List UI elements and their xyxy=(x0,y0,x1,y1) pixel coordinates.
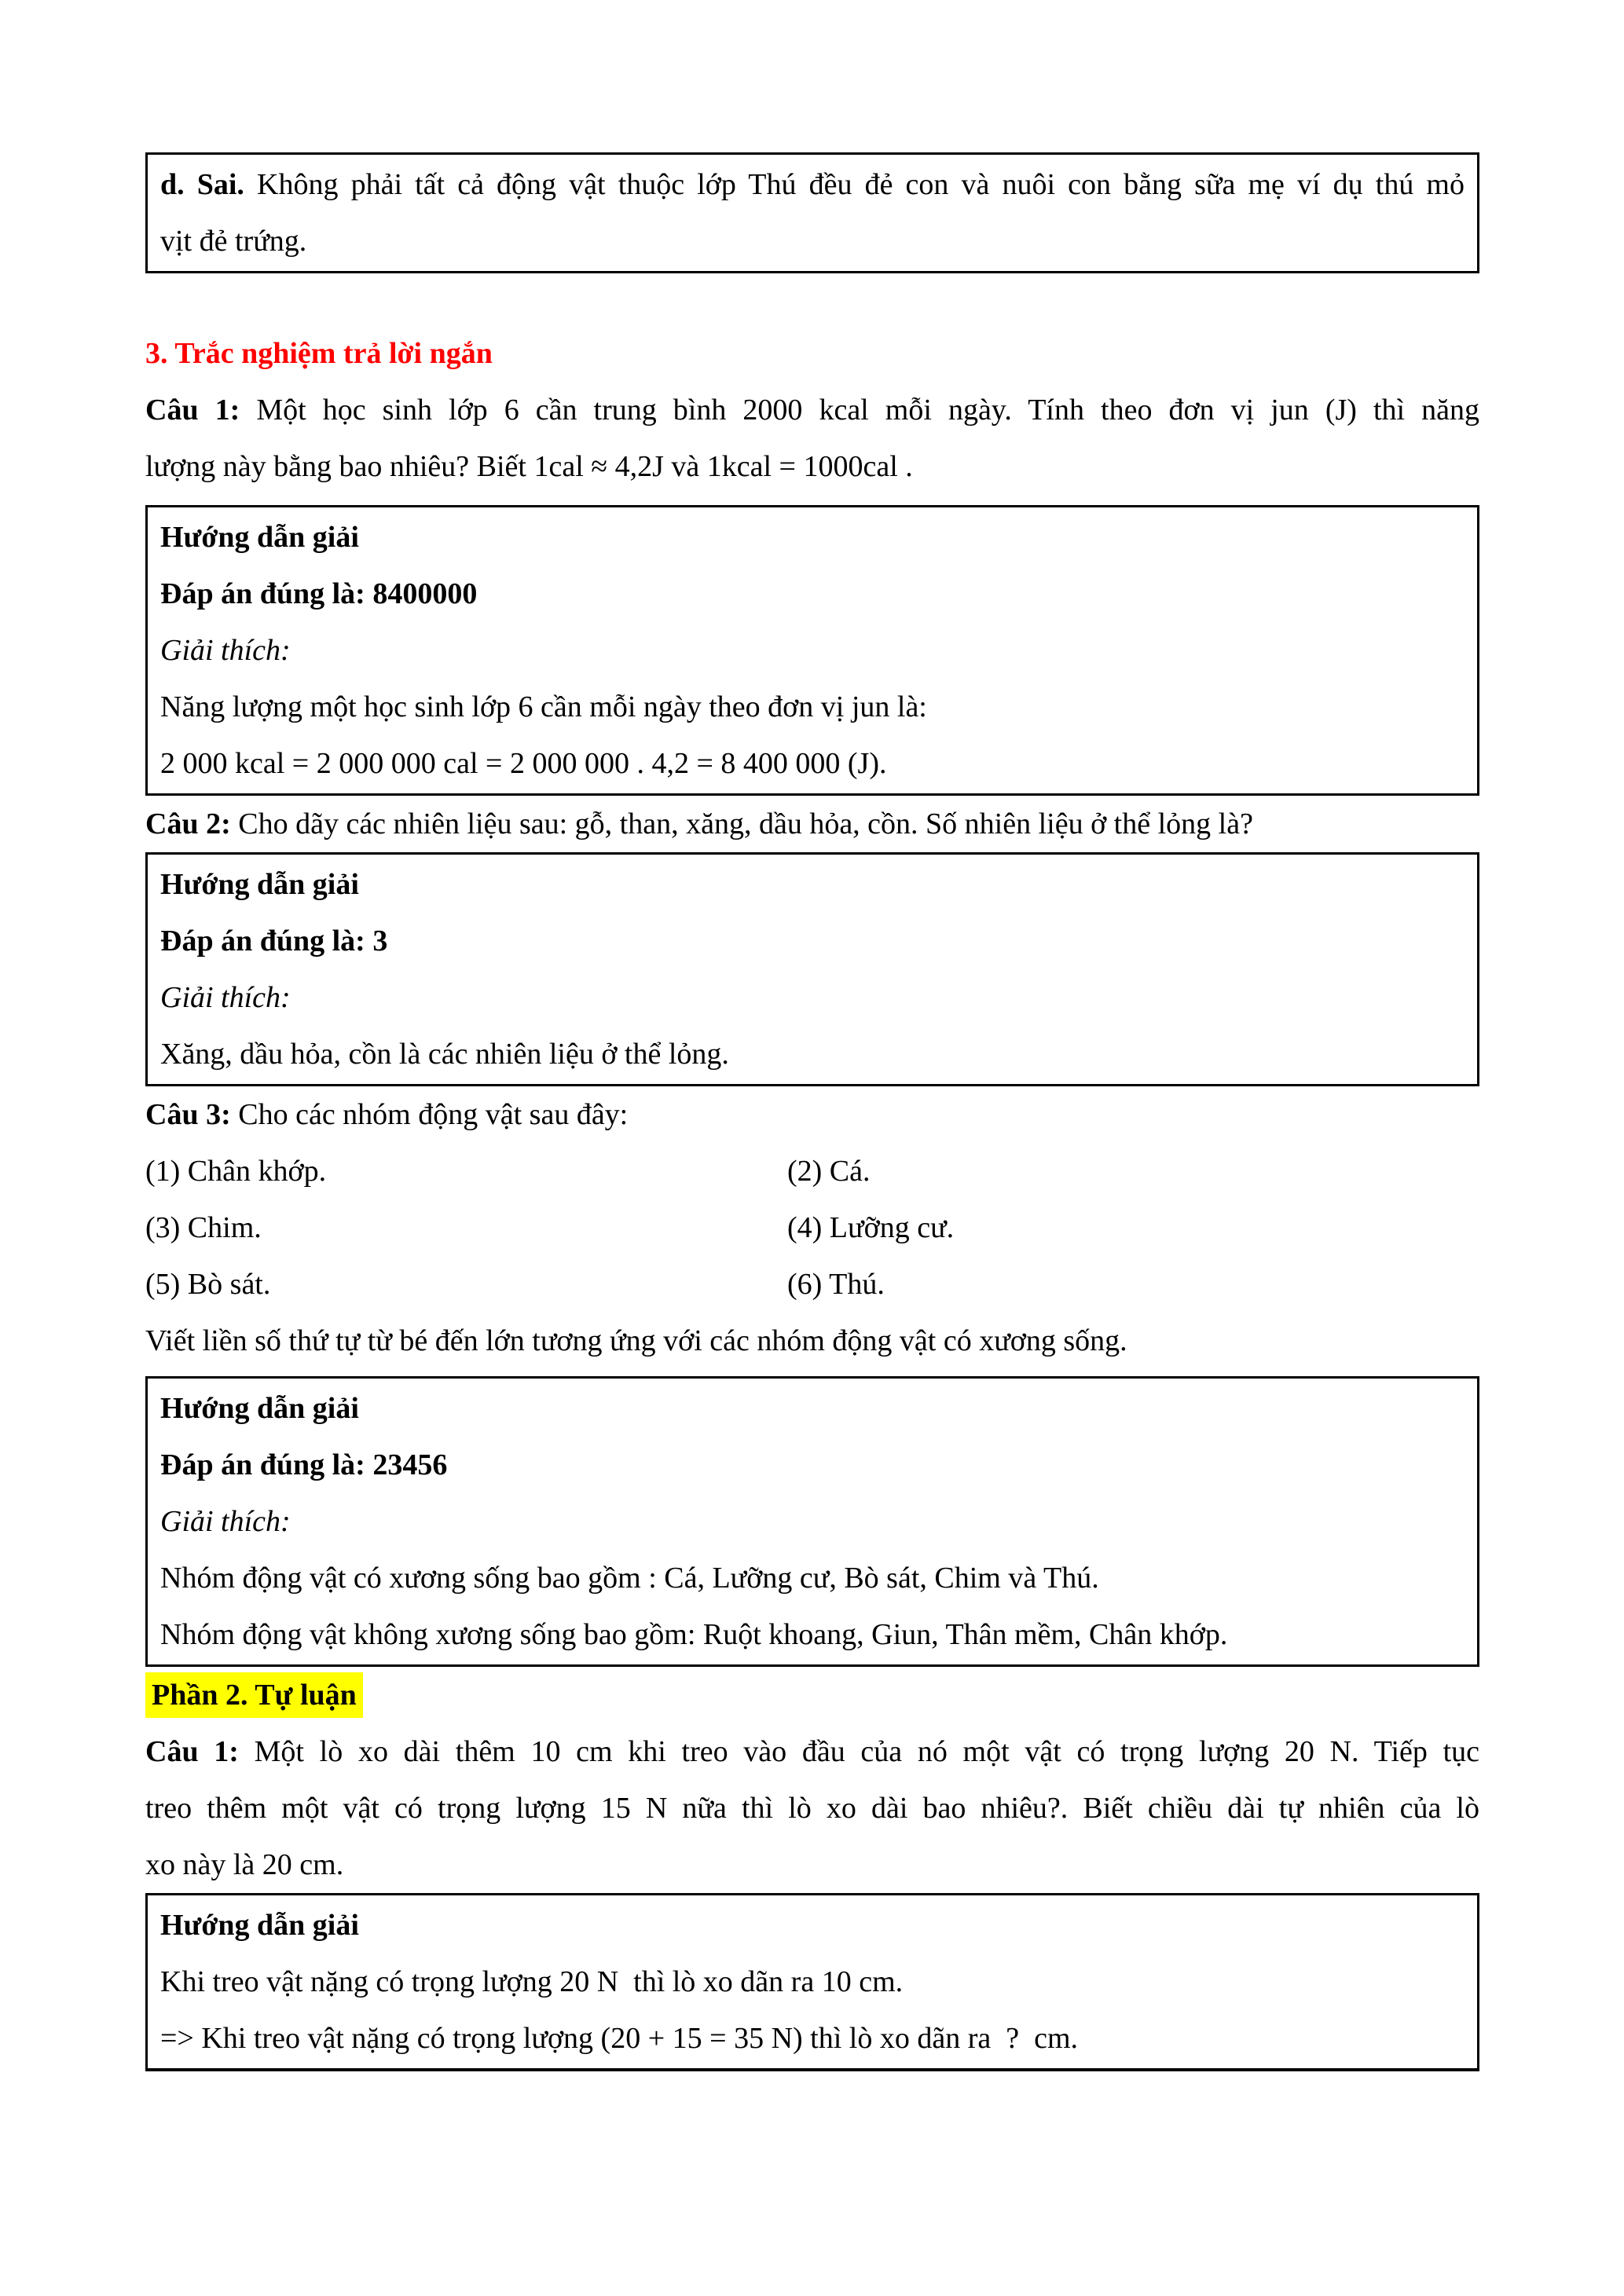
solution-answer: Đáp án đúng là: 3 xyxy=(160,925,388,958)
solution-title: Hướng dẫn giải xyxy=(160,521,359,554)
question-1-line1 xyxy=(145,382,1479,438)
list-item: (6) Thú. xyxy=(787,1268,885,1301)
solution-box-q2 xyxy=(145,852,1479,1086)
question-2 xyxy=(145,796,1479,852)
solution-line: Khi treo vật nặng có trọng lượng 20 N thì lò xo dãn ra 10 cm. xyxy=(160,1965,904,1998)
answer-d-line1 xyxy=(160,156,1465,213)
solution-title: Hướng dẫn giải xyxy=(160,1909,359,1942)
question-2-label: Câu 2: xyxy=(145,807,231,840)
part-2-question-1-text: Một lò xo dài thêm 10 cm khi treo vào đầu của nó một vật có trọng lượng 20 N. Tiếp tục xyxy=(238,1735,1479,1768)
list-item: (2) Cá. xyxy=(787,1155,871,1188)
answer-d-line2: vịt đẻ trứng. xyxy=(160,225,307,258)
question-1 xyxy=(145,382,1479,495)
part-2-question-1-line2: treo thêm một vật có trọng lượng 15 N nữa thì lò xo dài bao nhiêu?. Biết chiều dài tự nhiên của lò xyxy=(145,1792,1479,1825)
solution-box-part2-q1 xyxy=(145,1893,1479,2071)
part-2-question-1-label: Câu 1: xyxy=(145,1735,239,1768)
solution-title: Hướng dẫn giải xyxy=(160,868,359,901)
solution-explain-label: Giải thích: xyxy=(160,634,291,667)
solution-line: Năng lượng một học sinh lớp 6 cần mỗi ngày theo đơn vị jun là: xyxy=(160,690,927,723)
solution-answer: Đáp án đúng là: 23456 xyxy=(160,1448,448,1481)
solution-box-q1 xyxy=(145,505,1479,796)
solution-line: Xăng, dầu hỏa, cồn là các nhiên liệu ở thể lỏng. xyxy=(160,1038,729,1071)
question-2-text: Cho dãy các nhiên liệu sau: gỗ, than, xăng, dầu hỏa, cồn. Số nhiên liệu ở thể lỏng là? xyxy=(230,807,1253,840)
solution-explain-label: Giải thích: xyxy=(160,1505,291,1538)
question-1-label: Câu 1: xyxy=(145,394,240,427)
question-1-text: Một học sinh lớp 6 cần trung bình 2000 kcal mỗi ngày. Tính theo đơn vị jun (J) thì năng xyxy=(240,394,1479,427)
part-2-question-1-line1 xyxy=(145,1723,1479,1780)
answer-box-d xyxy=(145,152,1479,273)
answer-d-text: Không phải tất cả động vật thuộc lớp Thú đều đẻ con và nuôi con bằng sữa mẹ ví dụ thú mỏ xyxy=(244,168,1465,201)
question-3-intro xyxy=(145,1086,1479,1143)
solution-answer: Đáp án đúng là: 8400000 xyxy=(160,577,478,610)
list-item: (5) Bò sát. xyxy=(145,1268,271,1301)
part-2-heading xyxy=(145,1667,1479,1723)
question-1-line2: lượng này bằng bao nhiêu? Biết 1cal ≈ 4,2J và 1kcal = 1000cal . xyxy=(145,450,913,483)
part-2-question-1 xyxy=(145,1723,1479,1893)
solution-line: Nhóm động vật không xương sống bao gồm: Ruột khoang, Giun, Thân mềm, Chân khớp. xyxy=(160,1618,1228,1651)
list-item: (1) Chân khớp. xyxy=(145,1155,327,1188)
question-3 xyxy=(145,1086,1479,1369)
part-2-question-1-line3: xo này là 20 cm. xyxy=(145,1848,344,1881)
question-3-item-row xyxy=(145,1256,1479,1313)
question-3-item-row xyxy=(145,1143,1479,1199)
solution-explain-label: Giải thích: xyxy=(160,981,291,1014)
question-3-label: Câu 3: xyxy=(145,1098,231,1131)
solution-box-q3 xyxy=(145,1376,1479,1667)
section-3-heading: 3. Trắc nghiệm trả lời ngắn xyxy=(145,337,493,370)
list-item: (4) Lưỡng cư. xyxy=(787,1211,955,1244)
solution-line: => Khi treo vật nặng có trọng lượng (20 + 15 = 35 N) thì lò xo dãn ra ? cm. xyxy=(160,2022,1079,2055)
question-3-footer: Viết liền số thứ tự từ bé đến lớn tương ứng với các nhóm động vật có xương sống. xyxy=(145,1324,1127,1357)
question-3-item-row xyxy=(145,1199,1479,1256)
question-3-text: Cho các nhóm động vật sau đây: xyxy=(230,1098,629,1131)
solution-title: Hướng dẫn giải xyxy=(160,1392,359,1425)
answer-d-label: d. Sai. xyxy=(160,168,244,201)
part-2-heading-highlight: Phần 2. Tự luận xyxy=(145,1672,363,1718)
solution-line: Nhóm động vật có xương sống bao gồm : Cá, Lưỡng cư, Bò sát, Chim và Thú. xyxy=(160,1562,1099,1595)
solution-line: 2 000 kcal = 2 000 000 cal = 2 000 000 . 4,2 = 8 400 000 (J). xyxy=(160,747,887,780)
list-item: (3) Chim. xyxy=(145,1211,262,1244)
